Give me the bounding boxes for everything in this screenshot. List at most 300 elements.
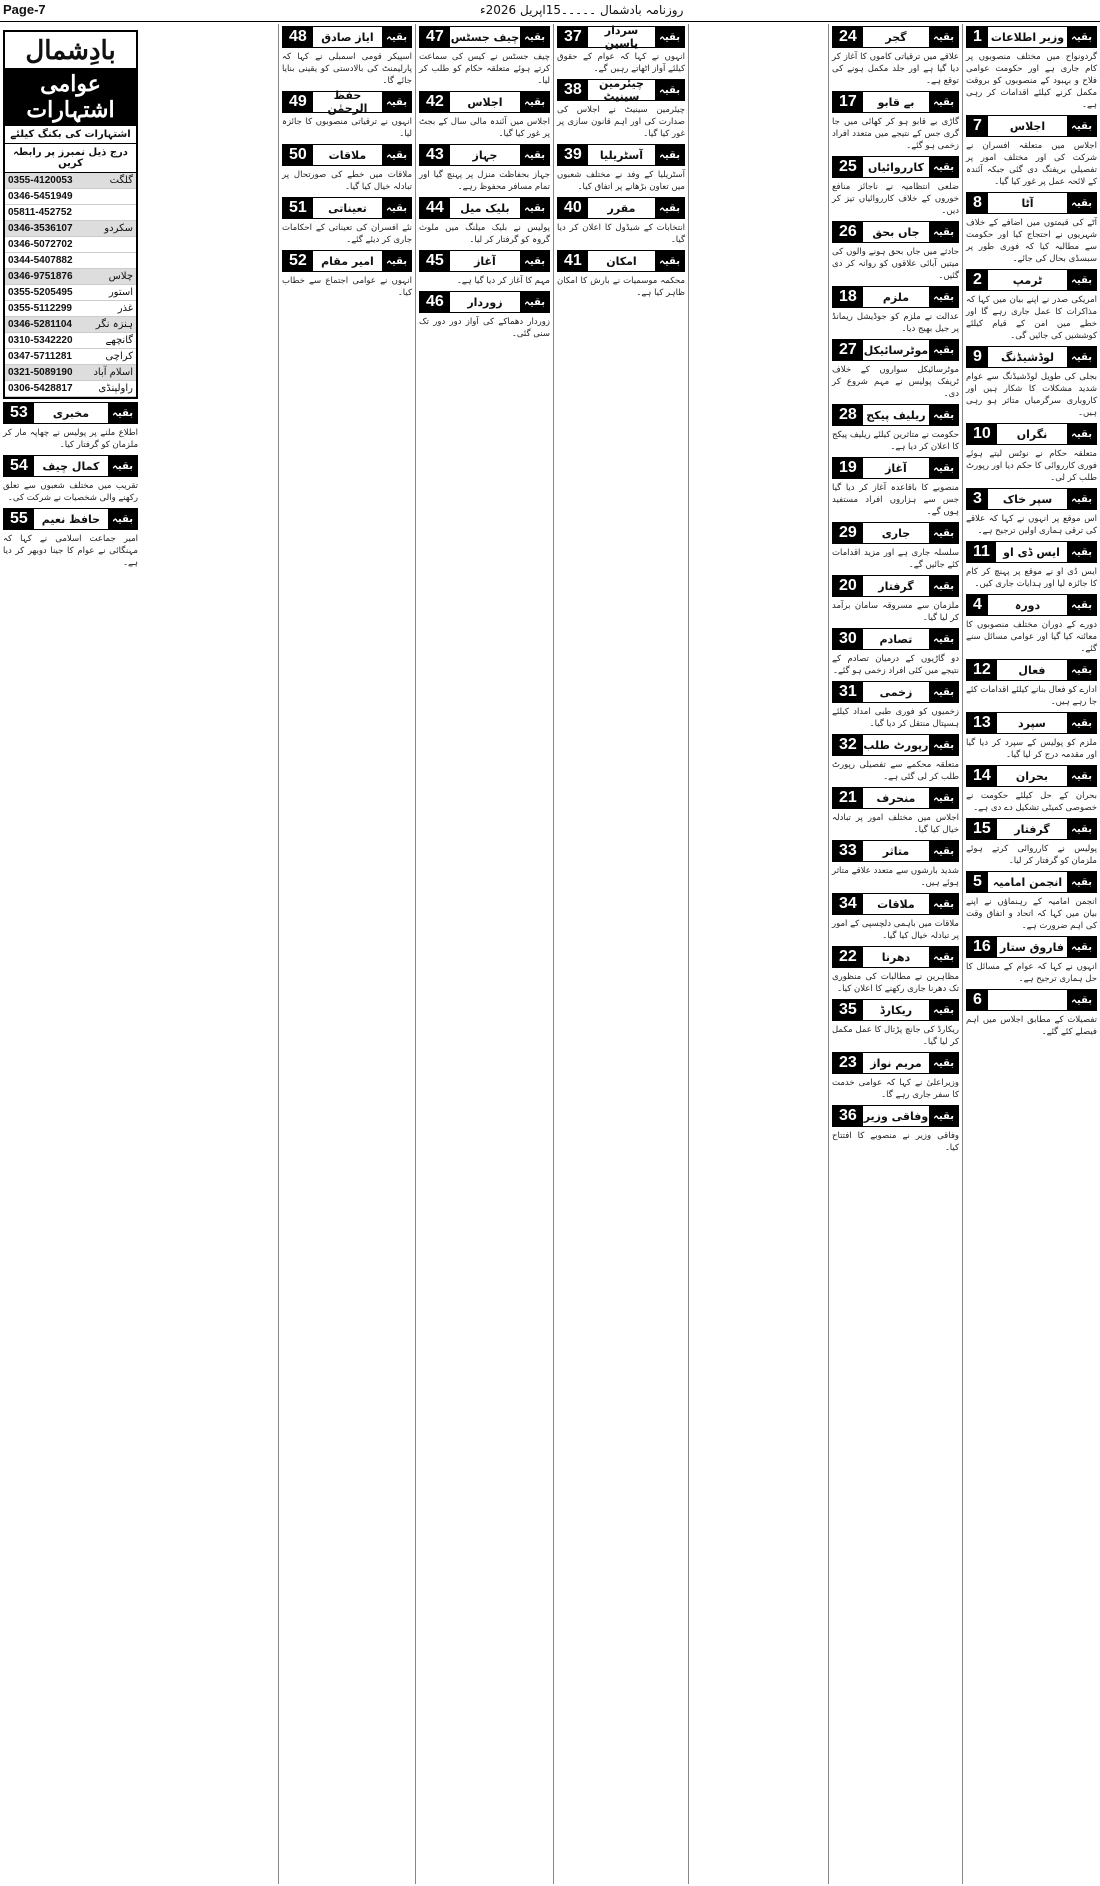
baqiya-label: بقیہ	[929, 1106, 958, 1126]
continuation-header	[966, 936, 1097, 958]
ad-city: چلاس	[108, 271, 133, 282]
continuation-body: انجمن امامیہ کے رہنماؤں نے اپنے بیان میں کہا کہ اتحاد و اتفاق وقت کی اہم ضرورت ہے۔	[966, 897, 1097, 931]
continuation-title: ملزم	[882, 290, 910, 304]
continuation-body: انہوں نے کہا کہ عوام کے حقوق کیلئے آواز اٹھاتے رہیں گے۔	[557, 52, 685, 74]
news-continuation-block	[832, 628, 959, 677]
baqiya-label: بقیہ	[929, 27, 958, 47]
continuation-body: سلسلہ جاری ہے اور مزید اقدامات کئے جائیں گے۔	[832, 548, 959, 570]
continuation-header	[832, 457, 959, 479]
news-continuation-block	[832, 457, 959, 518]
ad-phone: 0347-5711281	[8, 351, 72, 362]
continuation-body: انہوں نے کہا کہ عوام کے مسائل کا حل ہماری ترجیح ہے۔	[966, 962, 1097, 984]
continuation-header	[557, 26, 685, 48]
ad-city: کراچی	[105, 351, 133, 362]
baqiya-label: بقیہ	[929, 735, 958, 755]
continuation-number: 3	[967, 489, 988, 509]
continuation-title: تصادم	[879, 632, 913, 646]
baqiya-label: بقیہ	[929, 458, 958, 478]
news-continuation-block	[282, 26, 412, 87]
news-continuation-block	[966, 936, 1097, 985]
continuation-title: فاروق ستار	[999, 940, 1064, 954]
continuation-body: اجلاس میں مختلف امور پر تبادلہ خیال کیا گیا۔	[832, 813, 959, 835]
continuation-header	[419, 144, 550, 166]
continuation-number: 44	[420, 198, 450, 218]
news-continuation-block	[832, 575, 959, 624]
continuation-title: حافظ نعیم	[41, 512, 101, 526]
baqiya-label: بقیہ	[108, 509, 137, 529]
news-continuation-block	[832, 286, 959, 335]
continuation-header	[966, 269, 1097, 291]
news-continuation-block	[832, 522, 959, 571]
continuation-body: علاقے میں ترقیاتی کاموں کا آغاز کر دیا گیا ہے اور جلد مکمل ہونے کی توقع ہے۔	[832, 52, 959, 86]
continuation-title: چیئرمین سینیٹ	[598, 77, 644, 103]
continuation-number: 20	[833, 576, 863, 596]
continuation-title: گرفتار	[878, 579, 914, 593]
continuation-number: 1	[967, 27, 988, 47]
ad-phone: 0355-5112299	[8, 303, 72, 314]
continuation-title: چیف جسٹس	[450, 30, 520, 44]
continuation-number: 6	[967, 990, 988, 1010]
baqiya-label: بقیہ	[382, 251, 411, 271]
baqiya-label: بقیہ	[929, 92, 958, 112]
continuation-header	[832, 91, 959, 113]
baqiya-label: بقیہ	[382, 145, 411, 165]
news-continuation-block	[419, 26, 550, 87]
continuation-body: ملزمان سے مسروقہ سامان برآمد کر لیا گیا۔	[832, 601, 959, 623]
continuation-body: حکومت نے متاثرین کیلئے ریلیف پیکج کا اعلان کر دیا ہے۔	[832, 430, 959, 452]
continuation-title: فعال	[1018, 663, 1046, 677]
news-continuation-block	[966, 659, 1097, 708]
continuation-body: ادارے کو فعال بنانے کیلئے اقدامات کئے جا رہے ہیں۔	[966, 685, 1097, 707]
continuation-title: رپورٹ طلب	[863, 738, 929, 752]
ad-phone: 0346-3536107	[8, 223, 73, 234]
continuation-title: دھرنا	[881, 950, 911, 964]
continuation-title: وفاقی وزیر	[863, 1109, 929, 1123]
continuation-body: اس موقع پر انہوں نے کہا کہ علاقے کی ترقی ہماری اولین ترجیح ہے۔	[966, 514, 1097, 536]
ad-phone: 0306-5428817	[8, 383, 73, 394]
baqiya-label: بقیہ	[1067, 713, 1096, 733]
baqiya-label: بقیہ	[520, 27, 549, 47]
continuation-title: ایس ڈی او	[1003, 545, 1060, 559]
continuation-header	[832, 681, 959, 703]
baqiya-label: بقیہ	[1067, 489, 1096, 509]
news-continuation-block	[832, 787, 959, 836]
news-continuation-block	[966, 765, 1097, 814]
baqiya-label: بقیہ	[520, 292, 549, 312]
continuation-title: جاں بحق	[872, 225, 920, 239]
continuation-number: 42	[420, 92, 450, 112]
continuation-number: 40	[558, 198, 588, 218]
baqiya-label: بقیہ	[929, 523, 958, 543]
baqiya-label: بقیہ	[929, 405, 958, 425]
continuation-body: تفصیلات کے مطابق اجلاس میں اہم فیصلے کئے گئے۔	[966, 1015, 1097, 1037]
continuation-body: چیئرمین سینیٹ نے اجلاس کی صدارت کی اور اہم قانون سازی پر غور کیا گیا۔	[557, 105, 685, 139]
continuation-number: 12	[967, 660, 997, 680]
continuation-body: ملزم کو پولیس کے سپرد کر دیا گیا اور مقدمہ درج کر لیا گیا۔	[966, 738, 1097, 760]
baqiya-label: بقیہ	[1067, 595, 1096, 615]
continuation-header	[832, 734, 959, 756]
continuation-body: گردونواح میں مختلف منصوبوں پر کام جاری ہے اور حکومت عوامی فلاح و بہبود کے منصوبوں کو بروقت مکمل کرنے کیلئے اقدامات کر رہی ہے۔	[966, 52, 1097, 110]
continuation-number: 14	[967, 766, 997, 786]
ad-contact-row	[5, 333, 136, 349]
news-continuation-block	[966, 594, 1097, 655]
baqiya-label: بقیہ	[108, 456, 137, 476]
continuation-header	[557, 250, 685, 272]
ad-brand: بادِشمال	[5, 32, 136, 68]
baqiya-label: بقیہ	[929, 894, 958, 914]
continuation-number: 48	[283, 27, 313, 47]
continuation-title: بلیک میل	[460, 201, 510, 215]
ad-phone: 0346-9751876	[8, 271, 73, 282]
ad-contact-row	[5, 253, 136, 269]
baqiya-label: بقیہ	[929, 1053, 958, 1073]
ad-contact-row	[5, 189, 136, 205]
continuation-number: 31	[833, 682, 863, 702]
continuation-number: 28	[833, 405, 863, 425]
continuation-body: اجلاس میں آئندہ مالی سال کے بجٹ پر غور کیا گیا۔	[419, 117, 550, 139]
continuation-header	[282, 197, 412, 219]
baqiya-label: بقیہ	[1067, 990, 1096, 1010]
continuation-body: اطلاع ملنے پر پولیس نے چھاپہ مار کر ملزمان کو گرفتار کیا۔	[3, 428, 138, 450]
continuation-body: چیف جسٹس نے کیس کی سماعت کرتے ہوئے متعلقہ حکام کو طلب کر لیا۔	[419, 52, 550, 86]
continuation-title: کمال چیف	[42, 459, 100, 473]
ad-phone: 05811-452752	[8, 207, 72, 218]
continuation-header	[419, 250, 550, 272]
news-continuation-block	[282, 144, 412, 193]
continuation-title: جہاز	[472, 148, 498, 162]
news-continuation-block	[419, 291, 550, 340]
ad-phone: 0346-5451949	[8, 191, 73, 202]
news-continuation-block	[966, 989, 1097, 1038]
continuation-header	[832, 840, 959, 862]
news-continuation-block	[966, 871, 1097, 932]
baqiya-label: بقیہ	[929, 287, 958, 307]
news-continuation-block	[557, 79, 685, 140]
baqiya-label: بقیہ	[1067, 660, 1096, 680]
continuation-header	[966, 989, 1097, 1011]
continuation-header	[557, 144, 685, 166]
news-column	[415, 24, 553, 1884]
news-continuation-block	[832, 404, 959, 453]
continuation-body: تقریب میں مختلف شعبوں سے تعلق رکھنے والی شخصیات نے شرکت کی۔	[3, 481, 138, 503]
continuation-number: 9	[967, 347, 988, 367]
continuation-header	[832, 156, 959, 178]
continuation-header	[832, 999, 959, 1021]
ad-contact-row	[5, 285, 136, 301]
continuation-header	[966, 346, 1097, 368]
continuation-header	[282, 91, 412, 113]
continuation-header	[966, 594, 1097, 616]
continuation-number: 8	[967, 193, 988, 213]
continuation-title: زخمی	[879, 685, 913, 699]
continuation-header	[832, 1105, 959, 1127]
continuation-number: 23	[833, 1053, 863, 1073]
continuation-title: متاثر	[882, 844, 910, 858]
baqiya-label: بقیہ	[929, 629, 958, 649]
baqiya-label: بقیہ	[929, 947, 958, 967]
continuation-body: پولیس نے بلیک میلنگ میں ملوث گروہ کو گرفتار کر لیا۔	[419, 223, 550, 245]
continuation-body: ریکارڈ کی جانچ پڑتال کا عمل مکمل کر لیا گیا۔	[832, 1025, 959, 1047]
news-column	[962, 24, 1100, 1884]
ad-phone: 0310-5342220	[8, 335, 73, 346]
ad-phone: 0355-5205495	[8, 287, 73, 298]
continuation-title: زوردار	[467, 295, 503, 309]
ad-column	[0, 24, 141, 1884]
continuation-body: زخمیوں کو فوری طبی امداد کیلئے ہسپتال منتقل کر دیا گیا۔	[832, 707, 959, 729]
continuation-header	[966, 26, 1097, 48]
continuation-number: 33	[833, 841, 863, 861]
continuation-body: ایس ڈی او نے موقع پر پہنچ کر کام کا جائزہ لیا اور ہدایات جاری کیں۔	[966, 567, 1097, 589]
continuation-title: دورہ	[1014, 598, 1041, 612]
continuation-number: 5	[967, 872, 988, 892]
continuation-header	[419, 197, 550, 219]
continuation-number: 18	[833, 287, 863, 307]
continuation-title: وزیر اطلاعات	[990, 30, 1065, 44]
baqiya-label: بقیہ	[520, 251, 549, 271]
news-continuation-block	[966, 423, 1097, 484]
baqiya-label: بقیہ	[1067, 542, 1096, 562]
continuation-number: 29	[833, 523, 863, 543]
continuation-title: موٹرسائیکل	[863, 343, 929, 357]
ad-contact-row	[5, 205, 136, 221]
continuation-header	[966, 192, 1097, 214]
news-continuation-block	[966, 192, 1097, 265]
news-continuation-block	[419, 91, 550, 140]
ad-city: غذر	[117, 303, 133, 314]
continuation-body: متعلقہ حکام نے نوٹس لیتے ہوئے فوری کارروائی کا حکم دیا اور رپورٹ طلب کر لی۔	[966, 449, 1097, 483]
continuation-title: انجمن امامیہ	[992, 875, 1063, 889]
baqiya-label: بقیہ	[108, 403, 137, 423]
continuation-number: 47	[420, 27, 450, 47]
baqiya-label: بقیہ	[382, 198, 411, 218]
continuation-number: 26	[833, 222, 863, 242]
news-continuation-block	[832, 26, 959, 87]
baqiya-label: بقیہ	[1067, 270, 1096, 290]
continuation-body: جہاز بحفاظت منزل پر پہنچ گیا اور تمام مسافر محفوظ رہے۔	[419, 170, 550, 192]
continuation-number: 11	[967, 542, 996, 562]
continuation-body: نئے افسران کی تعیناتی کے احکامات جاری کر دیئے گئے۔	[282, 223, 412, 245]
continuation-body: بحران کے حل کیلئے حکومت نے خصوصی کمیٹی تشکیل دے دی ہے۔	[966, 791, 1097, 813]
continuation-body: امیر جماعت اسلامی نے کہا کہ مہنگائی نے عوام کا جینا دوبھر کر دیا ہے۔	[3, 534, 138, 568]
continuation-number: 19	[833, 458, 863, 478]
continuation-title: امکان	[606, 254, 637, 268]
ad-phone: 0321-5089190	[8, 367, 73, 378]
continuation-title: سردار یاسین	[604, 24, 639, 50]
baqiya-label: بقیہ	[655, 27, 684, 47]
continuation-body: مہم کا آغاز کر دیا گیا ہے۔	[456, 276, 550, 286]
baqiya-label: بقیہ	[655, 80, 684, 100]
continuation-body: موٹرسائیکل سواروں کے خلاف ٹریفک پولیس نے مہم شروع کر دی۔	[832, 365, 959, 399]
news-continuation-block	[832, 681, 959, 730]
ad-title: عوامی اشتہارات	[5, 68, 136, 126]
news-continuation-block	[966, 115, 1097, 188]
continuation-body: ملاقات میں خطے کی صورتحال پر تبادلہ خیال کیا گیا۔	[282, 170, 412, 192]
continuation-number: 15	[967, 819, 997, 839]
continuation-number: 41	[558, 251, 588, 271]
baqiya-label: بقیہ	[1067, 193, 1096, 213]
news-continuation-block	[832, 1052, 959, 1101]
ad-city: راولپنڈی	[98, 383, 133, 394]
news-continuation-block	[832, 339, 959, 400]
continuation-title: ریلیف پیکج	[866, 408, 926, 422]
continuation-body: محکمہ موسمیات نے بارش کا امکان ظاہر کیا ہے۔	[557, 276, 685, 298]
baqiya-label: بقیہ	[929, 222, 958, 242]
continuation-header	[832, 946, 959, 968]
news-continuation-block	[419, 144, 550, 193]
continuation-number: 24	[833, 27, 863, 47]
continuation-title: اجلاس	[1009, 119, 1046, 133]
continuation-number: 16	[967, 937, 997, 957]
continuation-header	[282, 250, 412, 272]
continuation-header	[832, 787, 959, 809]
continuation-number: 43	[420, 145, 450, 165]
news-continuation-block	[832, 221, 959, 282]
continuation-number: 55	[4, 509, 34, 529]
continuation-body: اجلاس میں متعلقہ افسران نے شرکت کی اور مختلف امور پر تفصیلی بریفنگ دی گئی جبکہ آئندہ کے لائحہ عمل پر غور کیا گیا۔	[966, 141, 1097, 187]
ad-contact-row	[5, 173, 136, 189]
continuation-title: گجر	[885, 30, 907, 44]
continuation-body: شدید بارشوں سے متعدد علاقے متاثر ہوئے ہیں۔	[832, 866, 959, 888]
continuation-title: ایاز صادق	[321, 30, 374, 44]
continuation-header	[832, 628, 959, 650]
continuation-body: متعلقہ محکمے سے تفصیلی رپورٹ طلب کر لی گئی ہے۔	[832, 760, 959, 782]
continuation-number: 2	[967, 270, 988, 290]
continuation-header	[966, 712, 1097, 734]
continuation-body: آسٹریلیا کے وفد نے مختلف شعبوں میں تعاون بڑھانے پر اتفاق کیا۔	[557, 170, 685, 192]
baqiya-label: بقیہ	[655, 145, 684, 165]
baqiya-label: بقیہ	[1067, 27, 1096, 47]
ad-contact-row	[5, 365, 136, 381]
baqiya-label: بقیہ	[1067, 872, 1096, 892]
continuation-title: مقرر	[607, 201, 636, 215]
continuation-title: سپرد	[1018, 716, 1046, 730]
news-continuation-block	[557, 144, 685, 193]
continuation-header	[832, 221, 959, 243]
news-continuation-block	[282, 197, 412, 246]
continuation-body: آٹے کی قیمتوں میں اضافے کے خلاف شہریوں نے احتجاج کیا اور حکومت سے مطالبہ کیا کہ فوری طور پر سبسڈی بحال کی جائے۔	[966, 218, 1097, 264]
continuation-header	[832, 1052, 959, 1074]
continuation-number: 21	[833, 788, 863, 808]
continuation-body: امریکی صدر نے اپنے بیان میں کہا کہ مذاکرات کا عمل جاری رہے گا اور خطے میں امن کے قیام کیلئے کوششیں کی جائیں گی۔	[966, 295, 1097, 341]
continuation-header	[282, 26, 412, 48]
continuation-number: 37	[558, 27, 588, 47]
continuation-title: امیر مقام	[321, 254, 374, 268]
news-continuation-block	[966, 269, 1097, 342]
continuation-header	[832, 404, 959, 426]
continuation-body: ملاقات میں باہمی دلچسپی کے امور پر تبادلہ خیال کیا گیا۔	[832, 919, 959, 941]
continuation-header	[557, 79, 685, 101]
ad-contact-row	[5, 381, 136, 397]
continuation-body: انتخابات کے شیڈول کا اعلان کر دیا گیا۔	[557, 223, 685, 245]
continuation-number: 38	[558, 80, 588, 100]
news-continuation-block	[966, 26, 1097, 111]
news-continuation-block	[966, 818, 1097, 867]
continuation-title: حفظ الرحمٰن	[327, 89, 368, 115]
continuation-title: آسٹریلیا	[599, 148, 644, 162]
ad-note: درج ذیل نمبرز پر رابطہ کریں	[5, 144, 136, 173]
continuation-title: نگراں	[1016, 427, 1048, 441]
baqiya-label: بقیہ	[929, 841, 958, 861]
continuation-header	[966, 871, 1097, 893]
baqiya-label: بقیہ	[382, 92, 411, 112]
continuation-number: 25	[833, 157, 863, 177]
continuation-title: بحران	[1015, 769, 1048, 783]
news-continuation-block	[966, 712, 1097, 761]
ad-phone: 0346-5072702	[8, 239, 73, 250]
ad-contact-row	[5, 237, 136, 253]
ad-contact-row	[5, 317, 136, 333]
continuation-title: آٹا	[1021, 196, 1034, 210]
continuation-header	[832, 893, 959, 915]
continuation-header	[832, 522, 959, 544]
news-continuation-block	[966, 488, 1097, 537]
continuation-title: ملاقات	[328, 148, 367, 162]
continuation-body: گاڑی بے قابو ہو کر کھائی میں جا گری جس کے نتیجے میں متعدد افراد زخمی ہو گئے۔	[832, 117, 959, 151]
continuation-number: 53	[4, 403, 34, 423]
continuation-number: 4	[967, 595, 988, 615]
ad-phone: 0346-5281104	[8, 319, 72, 330]
continuation-number: 50	[283, 145, 313, 165]
dateline: روزنامہ بادشمال ۔۔۔۔۔15اپریل 2026ء	[480, 3, 684, 17]
continuation-header	[419, 26, 550, 48]
ad-contact-row	[5, 221, 136, 237]
continuation-body: بجلی کی طویل لوڈشیڈنگ سے عوام شدید مشکلات کا شکار ہیں اور کاروباری سرگرمیاں متاثر ہو رہی ہیں۔	[966, 372, 1097, 418]
continuation-header	[832, 286, 959, 308]
news-continuation-block	[832, 156, 959, 217]
baqiya-label: بقیہ	[1067, 424, 1096, 444]
continuation-number: 34	[833, 894, 863, 914]
classified-ads-box	[3, 30, 138, 399]
news-column	[553, 24, 688, 1884]
news-continuation-block	[419, 197, 550, 246]
baqiya-label: بقیہ	[1067, 116, 1096, 136]
baqiya-label: بقیہ	[1067, 937, 1096, 957]
baqiya-label: بقیہ	[929, 788, 958, 808]
ad-city: گلگت	[109, 175, 133, 186]
continuation-number: 22	[833, 947, 863, 967]
news-continuation-block	[832, 893, 959, 942]
news-continuation-block	[832, 734, 959, 783]
news-continuation-block	[966, 541, 1097, 590]
continuation-body: دورے کے دوران مختلف منصوبوں کا معائنہ کیا گیا اور عوامی مسائل سنے گئے۔	[966, 620, 1097, 654]
continuation-body: دو گاڑیوں کے درمیان تصادم کے نتیجے میں کئی افراد زخمی ہو گئے۔	[832, 654, 959, 676]
ad-phone: 0355-4120053	[8, 175, 73, 186]
continuation-body: عدالت نے ملزم کو جوڈیشل ریمانڈ پر جیل بھیج دیا۔	[832, 312, 959, 334]
continuation-number: 54	[4, 456, 34, 476]
continuation-title: لوڈشیڈنگ	[1001, 350, 1054, 364]
news-continuation-block	[832, 91, 959, 152]
baqiya-label: بقیہ	[929, 340, 958, 360]
news-continuation-block	[832, 946, 959, 995]
continuation-title: آغاز	[474, 254, 496, 268]
continuation-header	[966, 541, 1097, 563]
continuation-body: انہوں نے عوامی اجتماع سے خطاب کیا۔	[282, 276, 412, 298]
continuation-body: اسپیکر قومی اسمبلی نے کہا کہ پارلیمنٹ کی بالادستی کو یقینی بنایا جائے گا۔	[282, 52, 412, 86]
continuation-number: 7	[967, 116, 988, 136]
continuation-header	[966, 659, 1097, 681]
continuation-body: مظاہرین نے مطالبات کی منظوری تک دھرنا جاری رکھنے کا اعلان کیا۔	[832, 972, 959, 994]
continuation-header	[832, 26, 959, 48]
continuation-header	[282, 144, 412, 166]
continuation-number: 10	[967, 424, 997, 444]
baqiya-label: بقیہ	[929, 682, 958, 702]
news-column	[278, 24, 415, 1884]
continuation-number: 32	[833, 735, 863, 755]
continuation-title: سپر خاک	[1002, 492, 1053, 506]
continuation-header	[966, 765, 1097, 787]
news-continuation-block	[832, 999, 959, 1048]
page-header	[0, 0, 1100, 22]
